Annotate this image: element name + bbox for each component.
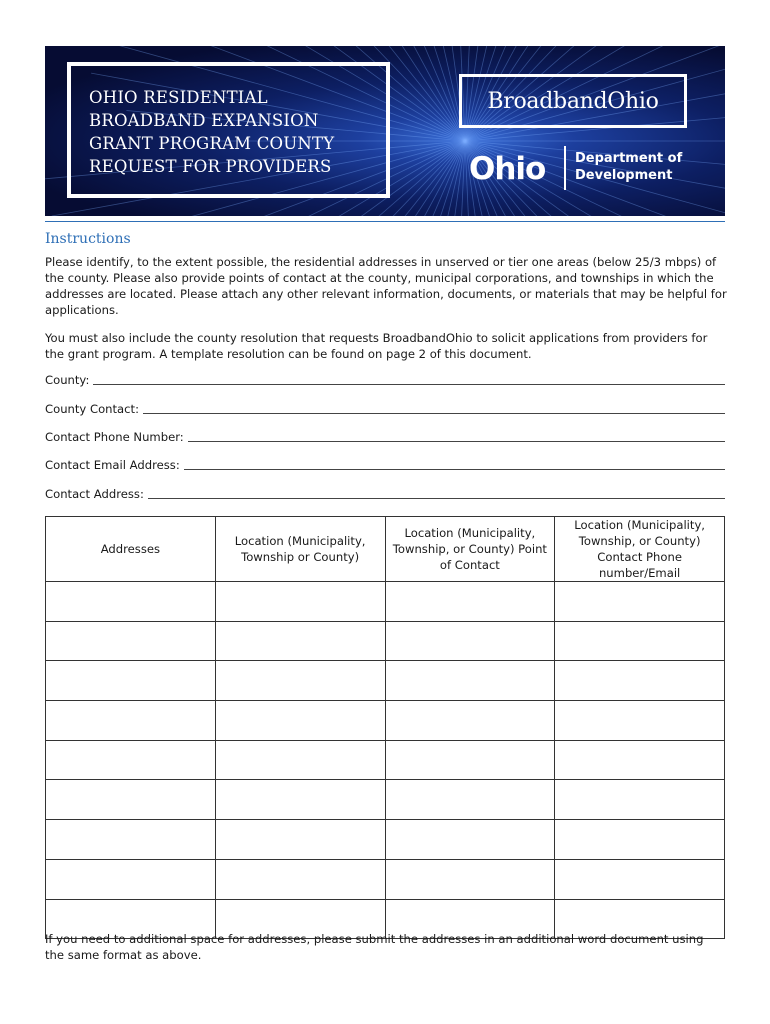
table-row xyxy=(46,661,725,701)
table-row xyxy=(46,740,725,780)
field-label: Contact Email Address: xyxy=(45,458,180,472)
table-cell[interactable] xyxy=(215,740,385,780)
header-rule xyxy=(45,221,725,222)
broadbandohio-logo xyxy=(459,74,687,128)
table-cell[interactable] xyxy=(215,582,385,622)
table-cell[interactable] xyxy=(46,582,216,622)
contact-address-field[interactable] xyxy=(45,486,725,502)
field-line[interactable] xyxy=(93,383,725,385)
table-cell[interactable] xyxy=(385,859,555,899)
table-cell[interactable] xyxy=(46,740,216,780)
table-cell[interactable] xyxy=(385,780,555,820)
dept-line: Development xyxy=(575,168,673,183)
table-cell[interactable] xyxy=(385,582,555,622)
table-cell[interactable] xyxy=(555,621,725,661)
ohio-logo: Ohio xyxy=(469,151,546,187)
table-cell[interactable] xyxy=(46,701,216,741)
instructions-paragraph-2: You must also include the county resolution that requests BroadbandOhio to solicit applications from providers for the grant program. A template resolution can be found on page 2 of this document. xyxy=(45,331,708,361)
table-cell[interactable] xyxy=(385,740,555,780)
instructions-heading: Instructions xyxy=(45,231,131,247)
header-banner xyxy=(45,46,725,216)
field-line[interactable] xyxy=(184,468,725,470)
field-line[interactable] xyxy=(148,497,725,499)
table-cell[interactable] xyxy=(215,661,385,701)
document-title xyxy=(89,86,379,178)
table-cell[interactable] xyxy=(215,859,385,899)
field-label: County: xyxy=(45,373,90,387)
table-cell[interactable] xyxy=(385,701,555,741)
footer-note: If you need to additional space for addresses, please submit the addresses in an additional word document using the same format as above. xyxy=(45,932,704,962)
title-line: REQUEST FOR PROVIDERS xyxy=(89,157,332,176)
table-row xyxy=(46,820,725,860)
contact-phone-field[interactable] xyxy=(45,429,725,445)
table-row xyxy=(46,701,725,741)
table-header-row xyxy=(46,517,725,582)
table-cell[interactable] xyxy=(555,661,725,701)
table-cell[interactable] xyxy=(46,621,216,661)
table-cell[interactable] xyxy=(555,780,725,820)
table-cell[interactable] xyxy=(215,780,385,820)
title-line: GRANT PROGRAM COUNTY xyxy=(89,134,335,153)
dept-line: Department of xyxy=(575,151,683,166)
contact-email-field[interactable] xyxy=(45,457,725,473)
table-cell[interactable] xyxy=(555,820,725,860)
table-row xyxy=(46,582,725,622)
table-cell[interactable] xyxy=(46,820,216,860)
county-contact-field[interactable] xyxy=(45,401,725,417)
table-row xyxy=(46,780,725,820)
table-cell[interactable] xyxy=(385,820,555,860)
field-line[interactable] xyxy=(143,412,725,414)
table-cell[interactable] xyxy=(215,820,385,860)
table-cell[interactable] xyxy=(46,661,216,701)
title-box xyxy=(67,62,390,198)
table-cell[interactable] xyxy=(215,701,385,741)
field-label: County Contact: xyxy=(45,402,139,416)
department-name xyxy=(575,150,682,184)
table-cell[interactable] xyxy=(215,621,385,661)
table-cell[interactable] xyxy=(46,780,216,820)
table-cell[interactable] xyxy=(46,859,216,899)
instructions-paragraph-1: Please identify, to the extent possible, the residential addresses in unserved or tier one areas (below 25/3 mbps) of the county. Please also provide points of contact at the county, municipal corporations, and townships in which the addresses are located. Please attach any other relevant information, documents, or materials that may be helpful for applications. xyxy=(45,255,727,317)
title-line: BROADBAND EXPANSION xyxy=(89,111,319,130)
table-row xyxy=(46,621,725,661)
table-cell[interactable] xyxy=(555,859,725,899)
county-field[interactable] xyxy=(45,372,725,388)
column-header: Location (Municipality, Township, or County) Contact Phone number/Email xyxy=(555,517,725,582)
table-cell[interactable] xyxy=(555,582,725,622)
table-cell[interactable] xyxy=(555,740,725,780)
field-label: Contact Address: xyxy=(45,487,144,501)
table-cell[interactable] xyxy=(385,661,555,701)
table-cell[interactable] xyxy=(555,701,725,741)
brand-name: BroadbandOhio xyxy=(487,88,659,114)
column-header: Location (Municipality, Township or County) xyxy=(215,517,385,582)
title-line: OHIO RESIDENTIAL xyxy=(89,88,268,107)
field-line[interactable] xyxy=(188,440,725,442)
logo-divider xyxy=(564,146,566,190)
addresses-table xyxy=(45,516,725,939)
column-header: Location (Municipality, Township, or County) Point of Contact xyxy=(385,517,555,582)
field-label: Contact Phone Number: xyxy=(45,430,184,444)
table-cell[interactable] xyxy=(385,621,555,661)
column-header: Addresses xyxy=(46,517,216,582)
table-row xyxy=(46,859,725,899)
